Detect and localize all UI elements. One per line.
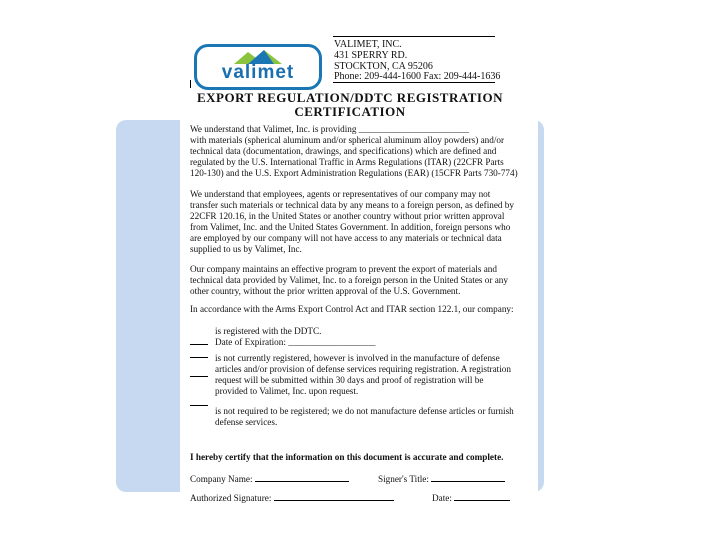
text-line: provided to Valimet, Inc. upon request. [215,386,359,396]
option-pending-checkbox[interactable] [190,376,208,377]
date-field [432,491,510,503]
date-input[interactable] [454,491,510,501]
text-line: other country, without the prior written approval of the U.S. Government. [190,286,461,296]
paragraph-provision [190,124,520,179]
paragraph-program [190,264,520,297]
text-line: Our company maintains an effective program to prevent the export of materials and [190,264,497,274]
text-line: 120-130) and the U.S. Export Administration Regulations (EAR) (15CFR Parts 730-774) [190,168,518,178]
paragraph-transfer [190,189,520,255]
text-line: regulated by the U.S. International Traffic in Arms Regulations (ITAR) (22CFR Parts [190,157,504,167]
authorized-signature-field [190,491,394,503]
option-registered [215,326,515,348]
option-not-required [215,406,515,428]
text-line: supplied to us by Valimet, Inc. [190,244,302,254]
company-name-field [190,472,349,484]
text-line: with materials (spherical aluminum and/or spherical aluminum alloy powders) and/or [190,135,505,145]
company-phone-fax: Phone: 209-444-1600 Fax: 209-444-1636 [334,71,501,82]
text-line: In accordance with the Arms Export Control Act and ITAR section 122.1, our company: [190,304,514,314]
document-title: EXPORT REGULATION/DDTC REGISTRATION [197,90,503,105]
option-not-registered [215,353,515,397]
company-name: VALIMET, INC. [334,39,402,50]
option-not-required-checkbox[interactable] [190,405,208,406]
logo-text: valimet [221,62,295,83]
text-line: technical data provided by Valimet, Inc. to a foreign person in the United States or any [190,275,508,285]
text-line: is not currently registered, however is involved in the manufacture of defense [215,353,500,363]
document-subtitle: CERTIFICATION [294,104,406,119]
certification-statement: I hereby certify that the information on this document is accurate and complete. [190,452,504,462]
address-divider-top [333,36,495,37]
text-line: from Valimet, Inc. and the United States Government. In addition, foreign persons who [190,222,511,232]
paragraph-accordance [190,304,520,315]
text-line: technical data (documentation, drawings, and specifications) which are defined and [190,146,497,156]
text-line: are employed by our company will not have access to any materials or technical data [190,233,502,243]
authorized-signature-label: Authorized Signature: [190,493,272,503]
text-line: Date of Expiration: ___________________ [215,337,376,347]
date-label: Date: [432,493,452,503]
authorized-signature-input[interactable] [274,491,394,501]
corner-mark [190,80,191,88]
valimet-logo [194,44,322,90]
text-line: is not required to be registered; we do not manufacture defense articles or furnish [215,406,514,416]
company-street: 431 SPERRY RD. [334,50,408,61]
text-line: articles and/or provision of defense services requiring registration. A registration [215,364,511,374]
text-line: 22CFR 120.16, in the United States or another country without prior written approval [190,211,505,221]
signers-title-label: Signer's Title: [378,474,429,484]
signers-title-field [378,472,505,484]
signers-title-input[interactable] [431,472,505,482]
text-line: We understand that employees, agents or representatives of our company may not [190,189,491,199]
address-divider-bottom [333,82,495,83]
text-line: defense services. [215,417,278,427]
text-line: We understand that Valimet, Inc. is providing ________________________ [190,124,470,134]
company-name-label: Company Name: [190,474,253,484]
company-name-input[interactable] [255,472,349,482]
option-registered-checkbox[interactable] [190,344,208,345]
text-line: is registered with the DDTC. [215,326,322,336]
text-line: transfer such materials or technical data by any means to a foreign person, as defined by [190,200,514,210]
option-not-registered-checkbox[interactable] [190,357,208,358]
company-city: STOCKTON, CA 95206 [334,61,433,72]
text-line: request will be submitted within 30 days and proof of registration will be [215,375,484,385]
